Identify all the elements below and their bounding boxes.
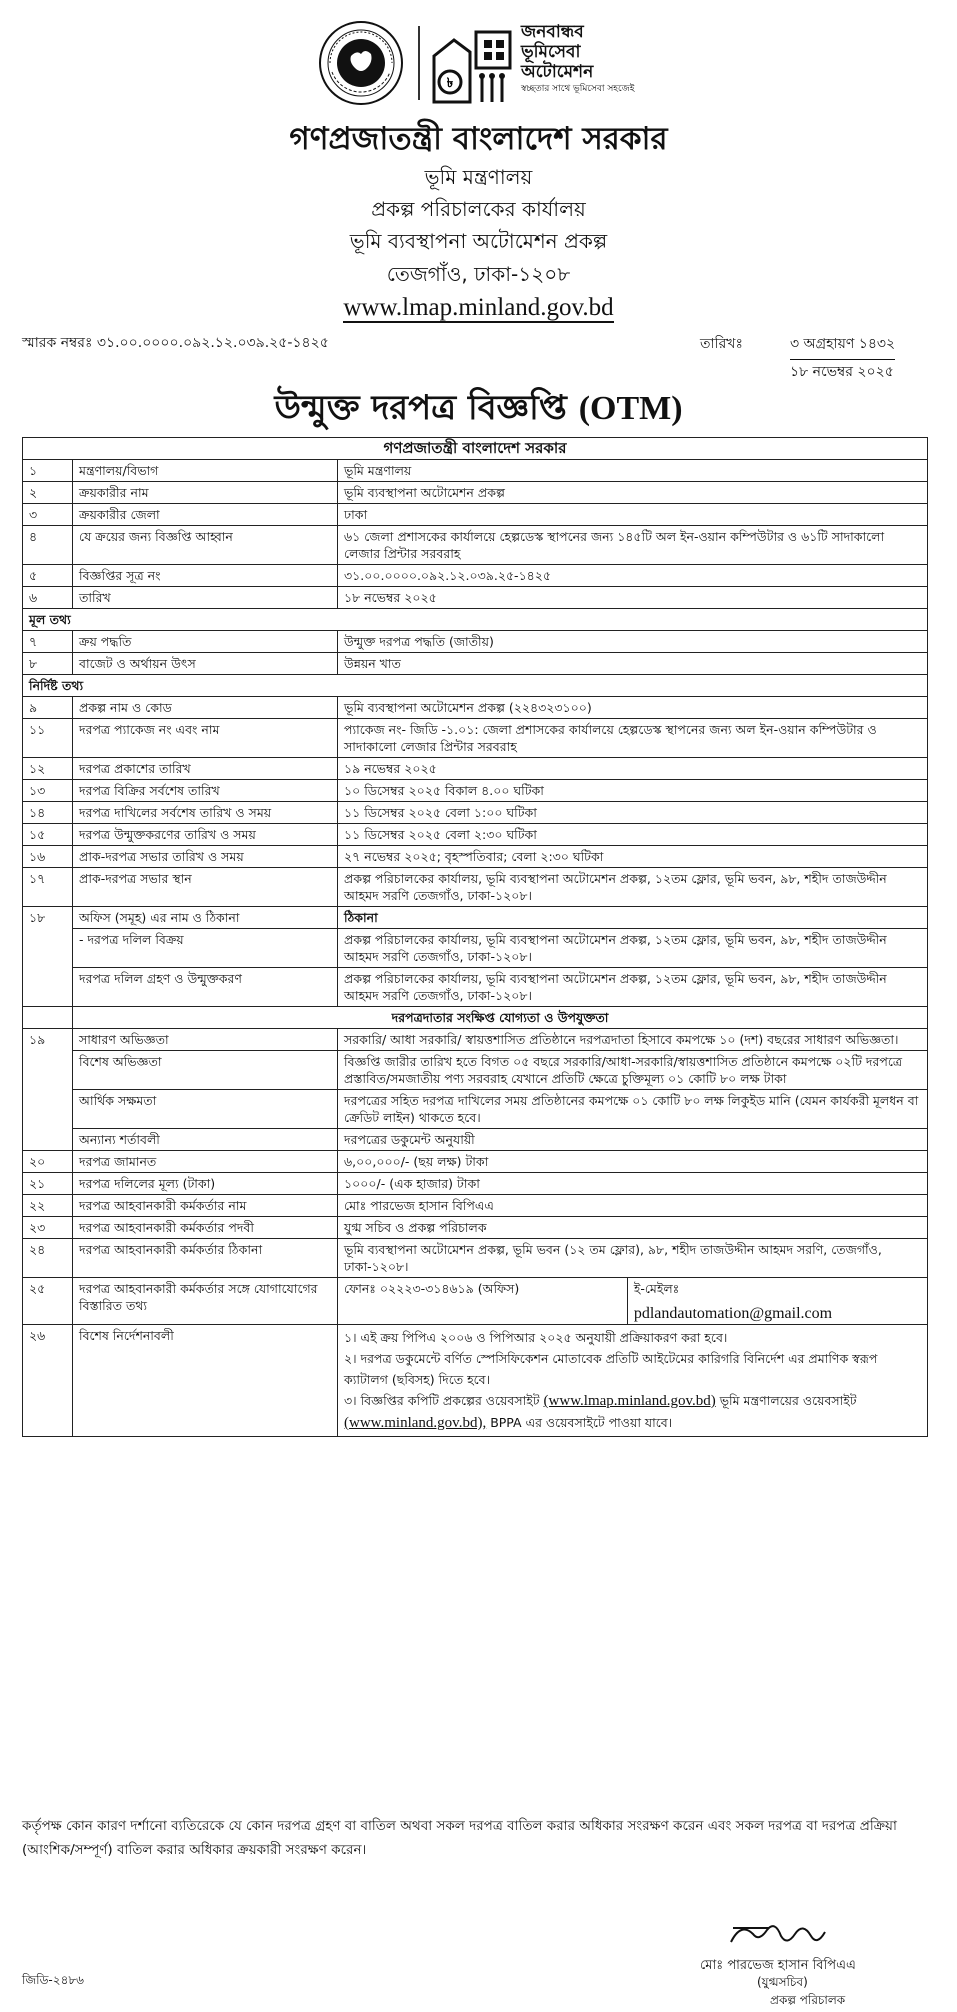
table-row (23, 653, 928, 675)
row-no: ৭ (23, 631, 73, 653)
table-row (23, 758, 928, 780)
row-no: ২৫ (23, 1278, 73, 1325)
logo-divider (418, 26, 420, 100)
row-value: দরপত্রের ডকুমেন্ট অনুযায়ী (338, 1129, 928, 1151)
row-label: ক্রয় পদ্ধতি (73, 631, 338, 653)
table-row (23, 697, 928, 719)
row-value: ২৭ নভেম্বর ২০২৫; বৃহস্পতিবার; বেলা ২:৩০ ঘটিকা (338, 846, 928, 868)
row-value: ১১ ডিসেম্বর ২০২৫ বেলা ২:৩০ ঘটিকা (338, 824, 928, 846)
table-row (23, 1090, 928, 1129)
row-no: ২৩ (23, 1217, 73, 1239)
website-text[interactable]: www.lmap.minland.gov.bd (343, 294, 614, 321)
instruction-3 (344, 1390, 921, 1434)
section-row (23, 1007, 928, 1029)
instruction-2: ২। দরপত্র ডকুমেন্টে বর্ণিত স্পেসিফিকেশন মোতাবেক প্রতিটি আইটেমের কারিগরি বিনির্দেশ এর প্রমাণিক স্বরূপ ক্যাটালগ (ছবিসহ) দিতে হবে। (344, 1351, 878, 1387)
table-row (23, 1051, 928, 1090)
instruction-3-text-a: ৩। বিজ্ঞপ্তির কপিটি প্রকল্পের ওয়েবসাইট (344, 1393, 540, 1408)
row-value: ভূমি মন্ত্রণালয় (338, 460, 928, 482)
row-label: দরপত্র আহবানকারী কর্মকর্তার ঠিকানা (73, 1239, 338, 1278)
table-row (23, 1195, 928, 1217)
row-value: যুগ্ম সচিব ও প্রকল্প পরিচালক (338, 1217, 928, 1239)
section-specific-info: নির্দিষ্ট তথ্য (23, 675, 928, 697)
row-no: ২২ (23, 1195, 73, 1217)
table-row (23, 907, 928, 929)
land-service-logo-icon (430, 22, 514, 106)
brand-tagline: স্বচ্ছতার সাথে ভূমিসেবা সহজেই (521, 84, 635, 94)
row-label: প্রকল্প নাম ও কোড (73, 697, 338, 719)
row-label: মন্ত্রণালয়/বিভাগ (73, 460, 338, 482)
date-label: তারিখঃ (700, 336, 743, 352)
row-no: ৬ (23, 587, 73, 609)
row-no: ১১ (23, 719, 73, 758)
ministry-website-link[interactable]: (www.minland.gov.bd), (344, 1415, 487, 1431)
brand-text (521, 22, 634, 95)
row-label: দরপত্র দলিলের মূল্য (টাকা) (73, 1173, 338, 1195)
row-value: প্রকল্প পরিচালকের কার্যালয়, ভূমি ব্যবস্থাপনা অটোমেশন প্রকল্প, ১২তম ফ্লোর, ভূমি ভবন, ৯৮, শহীদ তাজউদ্দীন আহমদ সরণি তেজগাঁও, ঢাকা-১২০৮। (338, 968, 928, 1007)
row-value: ভূমি ব্যবস্থাপনা অটোমেশন প্রকল্প (338, 482, 928, 504)
table-row (23, 1239, 928, 1278)
row-value: ৬,০০,০০০/- (ছয় লক্ষ) টাকা (338, 1151, 928, 1173)
office-name: প্রকল্প পরিচালকের কার্যালয় (371, 197, 586, 221)
row-value: ৬১ জেলা প্রশাসকের কার্যালয়ে হেল্পডেস্ক স্থাপনের জন্য ১৪৫টি অল ইন-ওয়ান কম্পিউটার ও ৬১টি সাদাকালো লেজার প্রিন্টার সরবরাহ (338, 526, 928, 565)
authority-note: কর্তৃপক্ষ কোন কারণ দর্শানো ব্যতিরেকে যে কোন দরপত্র গ্রহণ বা বাতিল অথবা সকল দরপত্র বাতিল করার অধিকার সংরক্ষণ করেন এবং সকল দরপত্র বা দরপত্র প্রক্রিয়া (আংশিক/সম্পূর্ণ) বাতিল করার অধিকার ক্রয়কারী সংরক্ষণ করেন। (22, 1818, 897, 1858)
row-label: দরপত্র আহবানকারী কর্মকর্তার নাম (73, 1195, 338, 1217)
row-label: দরপত্র প্যাকেজ নং এবং নাম (73, 719, 338, 758)
header-logos (318, 18, 678, 108)
row-value: উন্নয়ন খাত (338, 653, 928, 675)
instructions-cell (338, 1325, 928, 1437)
document-code: জিডি-২৪৮৬ (22, 1973, 84, 1987)
table-row (23, 780, 928, 802)
email-link[interactable]: pdlandautomation@gmail.com (633, 1305, 833, 1322)
table-row (23, 1173, 928, 1195)
notice-title-en: (OTM) (578, 390, 683, 427)
table-row (23, 868, 928, 907)
row-label: অফিস (সমূহ) এর নাম ও ঠিকানা (73, 907, 338, 929)
project-name: ভূমি ব্যবস্থাপনা অটোমেশন প্রকল্প (349, 229, 608, 253)
row-no: ২৪ (23, 1239, 73, 1278)
section-main-info: মূল তথ্য (23, 609, 928, 631)
table-row (23, 482, 928, 504)
ministry-name: ভূমি মন্ত্রণালয় (424, 165, 533, 189)
tender-table (22, 437, 928, 1437)
row-label: দরপত্র দাখিলের সর্বশেষ তারিখ ও সময় (73, 802, 338, 824)
qualification-heading: দরপত্রদাতার সংক্ষিপ্ত যোগ্যতা ও উপযুক্ততা (73, 1007, 928, 1029)
row-no: ১৪ (23, 802, 73, 824)
row-no: ১৫ (23, 824, 73, 846)
row-label: বাজেট ও অর্থায়ন উৎস (73, 653, 338, 675)
brand-line-3: অটোমেশন (521, 62, 594, 82)
row-label: দরপত্র আহবানকারী কর্মকর্তার পদবী (73, 1217, 338, 1239)
section-row (23, 675, 928, 697)
instruction-3-text-c: BPPA এর ওয়েবসাইটে পাওয়া যাবে। (490, 1415, 673, 1430)
row-label: দরপত্র বিক্রির সর্বশেষ তারিখ (73, 780, 338, 802)
row-no: ৩ (23, 504, 73, 526)
row-label: ক্রয়কারীর নাম (73, 482, 338, 504)
contact-cell (338, 1278, 928, 1325)
instruction-3-text-b: ভূমি মন্ত্রণালয়ের ওয়েবসাইট (719, 1393, 857, 1408)
table-header: গণপ্রজাতন্ত্রী বাংলাদেশ সরকার (23, 438, 928, 460)
notice-title-bn: উন্মুক্ত দরপত্র বিজ্ঞপ্তি (274, 388, 567, 428)
contact-table (338, 1278, 927, 1324)
row-label: দরপত্র দলিল গ্রহণ ও উন্মুক্তকরণ (73, 968, 338, 1007)
row-value: দরপত্রের সহিত দরপত্র দাখিলের সময় প্রতিষ্ঠানের কমপক্ষে ০১ কোটি ৮০ লক্ষ লিকুইড মানি (যেমন কার্যকরী মূলধন বা ক্রেডিট লাইন) থাকতে হবে। (338, 1090, 928, 1129)
table-row (23, 587, 928, 609)
website-link[interactable] (0, 294, 957, 322)
memo-number: স্মারক নম্বরঃ ৩১.০০.০০০০.০৯২.১২.০৩৯.২৫-১৪২৫ (22, 335, 329, 351)
table-row (23, 719, 928, 758)
row-label: ক্রয়কারীর জেলা (73, 504, 338, 526)
table-row (23, 1217, 928, 1239)
row-no: ১ (23, 460, 73, 482)
brand-line-1: জনবান্ধব (521, 22, 584, 42)
brand-line-2: ভূমিসেবা (521, 42, 581, 62)
table-row (23, 504, 928, 526)
signature-icon (725, 1918, 865, 1952)
row-no: ৯ (23, 697, 73, 719)
row-no: ১২ (23, 758, 73, 780)
signatory-role: প্রকল্প পরিচালক (770, 1993, 846, 2007)
row-no: ১৮ (23, 907, 73, 1007)
table-row (23, 1151, 928, 1173)
row-label: দরপত্র প্রকাশের তারিখ (73, 758, 338, 780)
row-label: দরপত্র আহবানকারী কর্মকর্তার সঙ্গে যোগাযোগের বিস্তারিত তথ্য (73, 1278, 338, 1325)
row-no: ১৬ (23, 846, 73, 868)
row-label: যে ক্রয়ের জন্য বিজ্ঞপ্তি আহ্বান (73, 526, 338, 565)
section-row (23, 609, 928, 631)
phone: ফোনঃ ০২২২৩-৩১৪৬১৯ (অফিস) (338, 1278, 627, 1324)
table-row (23, 565, 928, 587)
row-value: ভূমি ব্যবস্থাপনা অটোমেশন প্রকল্প, ভূমি ভবন (১২ তম ফ্লোর), ৯৮, শহীদ তাজউদ্দীন আহমদ সরণি, তেজগাঁও, ঢাকা-১২০৮। (338, 1239, 928, 1278)
row-no: ৪ (23, 526, 73, 565)
row-value: মোঃ পারভেজ হাসান বিপিএএ (338, 1195, 928, 1217)
table-row (23, 846, 928, 868)
row-value: প্যাকেজ নং- জিডি -১.০১: জেলা প্রশাসকের কার্যালয়ে হেল্পডেস্ক স্থাপনের জন্য অল ইন-ওয়ান কম্পিউটার ও সাদাকালো লেজার প্রিন্টার সরবরাহ (338, 719, 928, 758)
table-row (23, 929, 928, 968)
table-row (23, 1278, 928, 1325)
row-no: ১৩ (23, 780, 73, 802)
table-row (23, 1129, 928, 1151)
row-value: ১০ ডিসেম্বর ২০২৫ বিকাল ৪.০০ ঘটিকা (338, 780, 928, 802)
table-row (23, 802, 928, 824)
blank-cell (23, 1007, 73, 1029)
row-label: অন্যান্য শর্তাবলী (73, 1129, 338, 1151)
row-label: দরপত্র জামানত (73, 1151, 338, 1173)
row-value: ১৮ নভেম্বর ২০২৫ (338, 587, 928, 609)
table-row (23, 1325, 928, 1437)
row-label: - দরপত্র দলিল বিক্রয় (73, 929, 338, 968)
row-value: উন্মুক্ত দরপত্র পদ্ধতি (জাতীয়) (338, 631, 928, 653)
row-value: ঢাকা (338, 504, 928, 526)
table-row (23, 1029, 928, 1051)
email-label: ই-মেইলঃ (633, 1281, 680, 1296)
row-value: ১১ ডিসেম্বর ২০২৫ বেলা ১:০০ ঘটিকা (338, 802, 928, 824)
row-value: প্রকল্প পরিচালকের কার্যালয়, ভূমি ব্যবস্থাপনা অটোমেশন প্রকল্প, ১২তম ফ্লোর, ভূমি ভবন, ৯৮, শহীদ তাজউদ্দীন আহমদ সরণি তেজগাঁও, ঢাকা-১২০৮। (338, 929, 928, 968)
govt-title: গণপ্রজাতন্ত্রী বাংলাদেশ সরকার (289, 121, 668, 157)
row-no: ১৯ (23, 1029, 73, 1151)
row-no: ৮ (23, 653, 73, 675)
row-label: প্রাক-দরপত্র সভার তারিখ ও সময় (73, 846, 338, 868)
table-row (23, 631, 928, 653)
table-row (23, 526, 928, 565)
row-label: বিশেষ অভিজ্ঞতা (73, 1051, 338, 1090)
row-no: ৫ (23, 565, 73, 587)
row-value: ৩১.০০.০০০০.০৯২.১২.০৩৯.২৫-১৪২৫ (338, 565, 928, 587)
government-seal-icon (318, 20, 404, 106)
row-value: ভূমি ব্যবস্থাপনা অটোমেশন প্রকল্প (২২৪৩২৩১০০) (338, 697, 928, 719)
row-label: প্রাক-দরপত্র সভার স্থান (73, 868, 338, 907)
row-no: ২৬ (23, 1325, 73, 1437)
signatory-post: (যুগ্মসচিব) (757, 1975, 808, 1989)
row-label: বিশেষ নির্দেশনাবলী (73, 1325, 338, 1437)
row-value: ১০০০/- (এক হাজার) টাকা (338, 1173, 928, 1195)
row-no: ২১ (23, 1173, 73, 1195)
row-no: ১৭ (23, 868, 73, 907)
row-no: ২ (23, 482, 73, 504)
row-value: ঠিকানা (338, 907, 928, 929)
svg-text:৳: ৳ (446, 76, 454, 91)
date-bangla: ৩ অগ্রহায়ণ ১৪৩২ (790, 332, 895, 360)
date-english: ১৮ নভেম্বর ২০২৫ (790, 364, 894, 380)
office-address: তেজগাঁও, ঢাকা-১২০৮ (386, 262, 571, 286)
table-header-row (23, 438, 928, 460)
signatory-name: মোঃ পারভেজ হাসান বিপিএএ (700, 1958, 856, 1973)
row-no: ২০ (23, 1151, 73, 1173)
row-label: তারিখ (73, 587, 338, 609)
row-label: বিজ্ঞপ্তির সূত্র নং (73, 565, 338, 587)
row-value: বিজ্ঞপ্তি জারীর তারিখ হতে বিগত ০৫ বছরে সরকারি/আধা-সরকারি/স্বায়ত্তশাসিত প্রতিষ্ঠানে কমপক্ষে ০২টি দরপত্রে প্রস্তাবিত/সমজাতীয় পণ্য সরবরাহ যেখানে প্রতিটি ক্ষেত্রে চুক্তিমূল্য ০১ কোটি ৮০ লক্ষ টাকা (338, 1051, 928, 1090)
table-row (23, 824, 928, 846)
project-website-link[interactable]: (www.lmap.minland.gov.bd) (543, 1393, 716, 1409)
row-value: সরকারি/ আধা সরকারি/ স্বায়ত্তশাসিত প্রতিষ্ঠানে দরপত্রদাতা হিসাবে কমপক্ষে ১০ (দশ) বছরের সাধারণ অভিজ্ঞতা। (338, 1029, 928, 1051)
instruction-1: ১। এই ক্রয় পিপিএ ২০০৬ ও পিপিআর ২০২৫ অনুযায়ী প্রক্রিয়াকরণ করা হবে। (344, 1330, 728, 1345)
table-row (23, 968, 928, 1007)
notice-title (0, 382, 957, 439)
row-label: দরপত্র উন্মুক্তকরণের তারিখ ও সময় (73, 824, 338, 846)
row-value: ১৯ নভেম্বর ২০২৫ (338, 758, 928, 780)
row-label: আর্থিক সক্ষমতা (73, 1090, 338, 1129)
email-block (627, 1278, 927, 1324)
row-value: প্রকল্প পরিচালকের কার্যালয়, ভূমি ব্যবস্থাপনা অটোমেশন প্রকল্প, ১২তম ফ্লোর, ভূমি ভবন, ৯৮, শহীদ তাজউদ্দীন আহমদ সরণি তেজগাঁও, ঢাকা-১২০৮। (338, 868, 928, 907)
table-row (23, 460, 928, 482)
row-label: সাধারণ অভিজ্ঞতা (73, 1029, 338, 1051)
